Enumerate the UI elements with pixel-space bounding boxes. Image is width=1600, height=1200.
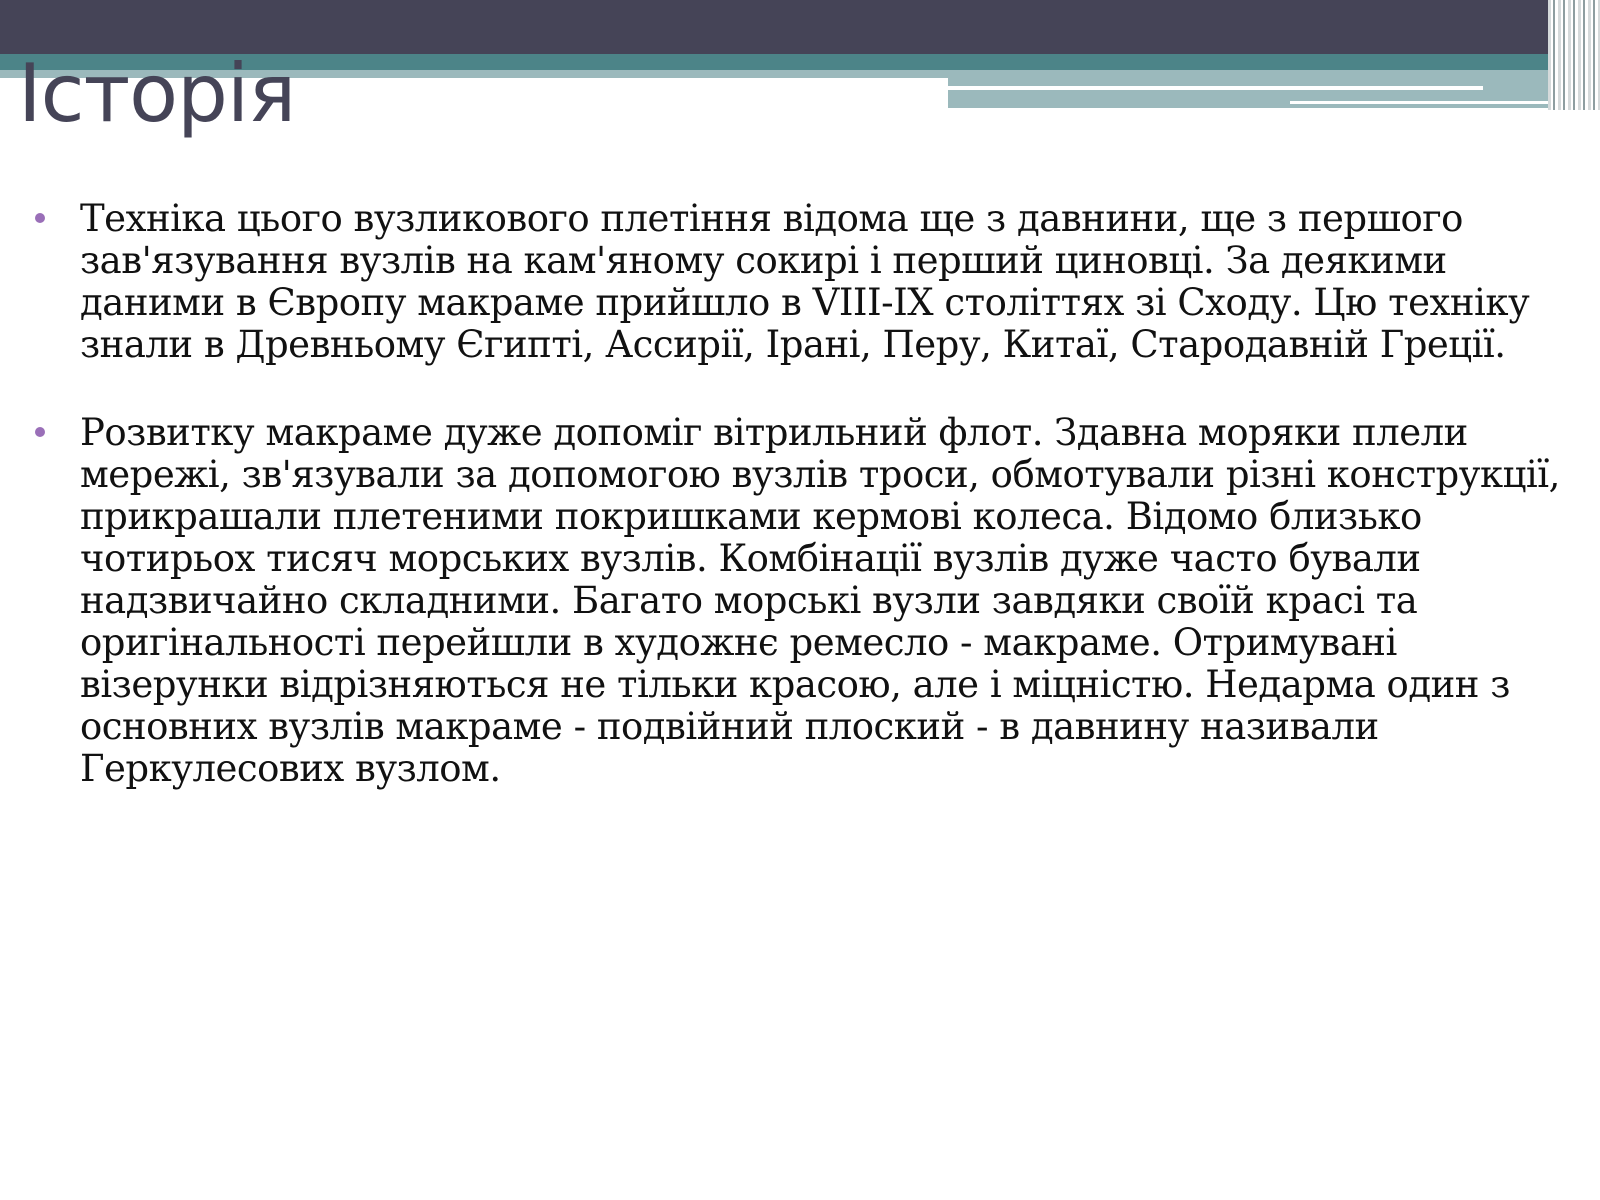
bullet-dot-icon bbox=[35, 213, 45, 223]
bullet-dot-icon bbox=[35, 427, 45, 437]
header-accent-line-short bbox=[1290, 101, 1563, 104]
bullet-text: Розвитку макраме дуже допоміг вітрильний флот. Здавна моряки плели мережі, зв'язували за допомогою вузлів троси, обмотували різні конструкції, прикрашали плетеними покришками кермові колеса. Відомо близько чотирьох тисяч морських вузлів. Комбінації вузлів дуже часто бували надзвичайно складними. Багато морські вузли завдяки своїй красі та оригінальності перейшли в художнє ремесло - макраме. Отримувані візерунки відрізняються не тільки красою, але і міцністю. Недарма один з основних вузлів макраме - подвійний плоский - в давнину називали Геркулесових вузлом. bbox=[80, 411, 1560, 790]
bullet-item bbox=[0, 198, 1600, 366]
bullet-text: Техніка цього вузликового плетіння відома ще з давнини, ще з першого зав'язування вузлів на кам'яному сокирі і перший циновці. За деякими даними в Європу макраме прийшло в VIII-IX століттях зі Сходу. Цю техніку знали в Древньому Єгипті, Ассирії, Ірані, Перу, Китаї, Стародавній Греції. bbox=[80, 197, 1530, 366]
header-edge-stripes bbox=[1548, 0, 1600, 110]
slide-body bbox=[0, 198, 1600, 790]
bullet-item bbox=[0, 412, 1600, 790]
header-accent-line bbox=[948, 86, 1483, 90]
slide-title: Історія bbox=[18, 47, 296, 140]
